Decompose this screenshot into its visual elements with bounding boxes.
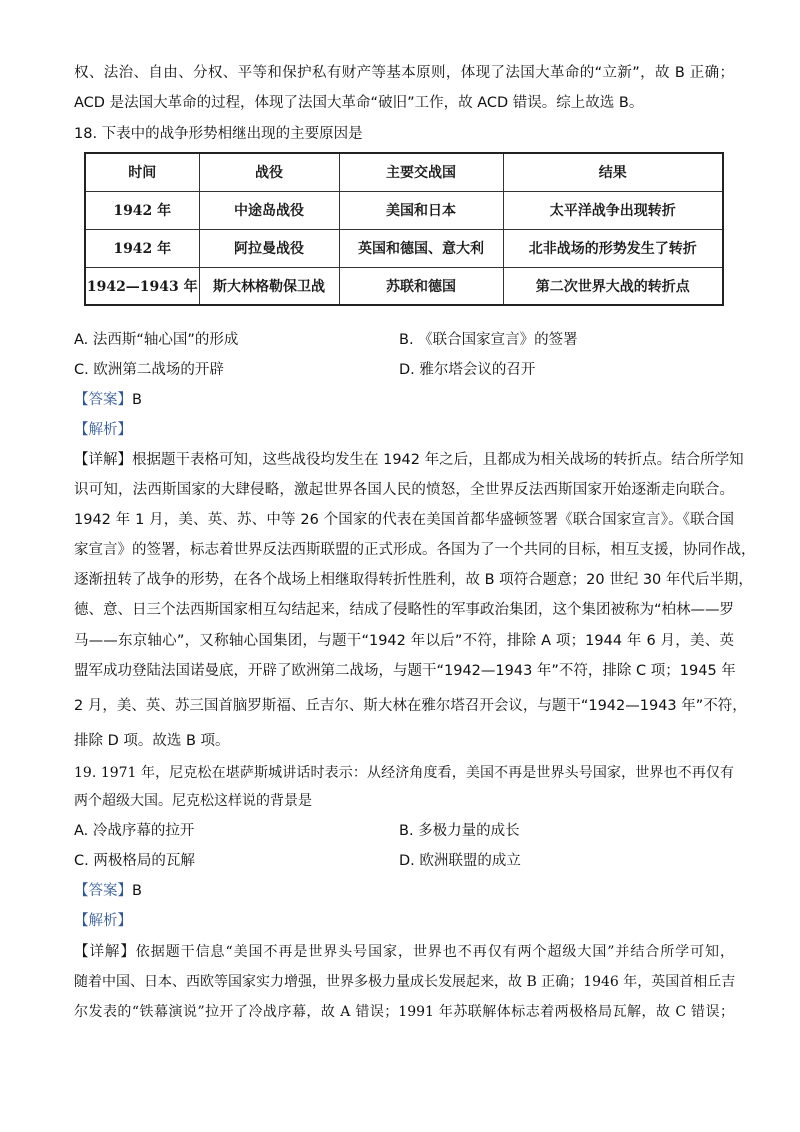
q18-detail-line: 1942 年 1 月，美、英、苏、中等 26 个国家的代表在美国首都华盛顿签署《联合国家宣言》。《联合国	[74, 512, 734, 528]
q19-stem-line: 两个超级大国。尼克松这样说的背景是	[74, 793, 312, 809]
detail-tag: 【详解】	[74, 944, 136, 960]
q19-stem-line: 19. 1971 年，尼克松在堪萨斯城讲话时表示：从经济角度看，美国不再是世界头号国家，世界也不再仅有	[74, 765, 734, 781]
table-cell-battle: 中途岛战役	[199, 191, 339, 229]
q18-stem: 18. 下表中的战争形势相继出现的主要原因是	[74, 126, 363, 142]
table-cell-result: 第二次世界大战的转折点	[503, 267, 723, 305]
answer-tag: 【答案】	[74, 392, 132, 408]
table-header-cell: 结果	[503, 153, 723, 191]
table-cell-time: 1942 年	[85, 229, 199, 267]
q18-option-a: A. 法西斯“轴心国”的形成	[74, 332, 239, 348]
detail-text: 依据题干信息“美国不再是世界头号国家，世界也不再仅有两个超级大国”并结合所学可知，	[135, 944, 735, 960]
table-header-cell: 战役	[199, 153, 339, 191]
table-cell-belligerents: 美国和日本	[339, 191, 503, 229]
q18-detail-line: 排除 D 项。故选 B 项。	[74, 733, 230, 749]
q19-detail-line: 随着中国、日本、西欧等国家实力增强，世界多极力量成长发展起来，故 B 正确；1946 年，英国首相丘吉	[74, 974, 736, 990]
table-cell-battle: 斯大林格勒保卫战	[199, 267, 339, 305]
table-header-cell: 主要交战国	[339, 153, 503, 191]
answer-value: B	[132, 883, 142, 899]
q18-detail-line: 2 月，美、英、苏三国首脑罗斯福、丘吉尔、斯大林在雅尔塔召开会议，与题干“1942—1943 年”不符，	[74, 698, 747, 714]
battle-table	[84, 152, 724, 306]
q18-option-b: B. 《联合国家宣言》的签署	[399, 332, 578, 348]
answer-tag: 【答案】	[74, 883, 132, 899]
q19-analysis-tag: 【解析】	[74, 913, 132, 929]
q18-analysis-tag: 【解析】	[74, 422, 132, 438]
q19-detail-line: 尔发表的“铁幕演说”拉开了冷战序幕，故 A 错误；1991 年苏联解体标志着两极格局瓦解，故 C 错误；	[74, 1004, 734, 1020]
answer-value: B	[132, 392, 142, 408]
q19-option-a: A. 冷战序幕的拉开	[74, 823, 195, 839]
table-cell-battle: 阿拉曼战役	[199, 229, 339, 267]
intro-line-1: 权、法治、自由、分权、平等和保护私有财产等基本原则，体现了法国大革命的“立新”，故 B 正确；	[74, 65, 734, 81]
detail-tag: 【详解】	[74, 452, 132, 468]
intro-line-2: ACD 是法国大革命的过程，体现了法国大革命“破旧”工作，故 ACD 错误。综上故选 B。	[74, 95, 644, 111]
q19-option-b: B. 多极力量的成长	[399, 823, 520, 839]
table-cell-result: 北非战场的形势发生了转折	[503, 229, 723, 267]
q18-detail-line: 识可知，法西斯国家的大肆侵略，激起世界各国人民的愤怒，全世界反法西斯国家开始逐渐走向联合。	[74, 482, 734, 498]
table-cell-belligerents: 苏联和德国	[339, 267, 503, 305]
table-header-cell: 时间	[85, 153, 199, 191]
q19-detail-line	[74, 942, 734, 962]
detail-text: 根据题干表格可知，这些战役均发生在 1942 年之后，且都成为相关战场的转折点。结合所学知	[132, 452, 744, 468]
q18-option-d: D. 雅尔塔会议的召开	[399, 362, 536, 378]
table-cell-result: 太平洋战争出现转折	[503, 191, 723, 229]
table-row	[85, 267, 723, 305]
table-row	[85, 191, 723, 229]
q18-detail-line: 马——东京轴心”，又称轴心国集团，与题干“1942 年以后”不符，排除 A 项；1944 年 6 月，美、英	[74, 633, 734, 649]
q18-detail-line: 盟军成功登陆法国诺曼底，开辟了欧洲第二战场，与题干“1942—1943 年”不符，排除 C 项；1945 年	[74, 663, 736, 679]
q19-answer	[74, 881, 734, 901]
table-cell-time: 1942—1943 年	[85, 267, 199, 305]
q18-detail-line	[74, 450, 744, 470]
q18-detail-line: 家宣言》的签署，标志着世界反法西斯联盟的正式形成。各国为了一个共同的目标，相互支援，协同作战，	[74, 542, 756, 558]
q18-detail-line: 德、意、日三个法西斯国家相互勾结起来，结成了侵略性的军事政治集团，这个集团被称为“柏林——罗	[74, 602, 735, 618]
table-header-row	[85, 153, 723, 191]
q19-option-d: D. 欧洲联盟的成立	[399, 853, 521, 869]
q18-option-c: C. 欧洲第二战场的开辟	[74, 362, 224, 378]
table-row	[85, 229, 723, 267]
q18-detail-line: 逐渐扭转了战争的形势，在各个战场上相继取得转折性胜利，故 B 项符合题意；20 世纪 30 年代后半期，	[74, 572, 753, 588]
table-cell-belligerents: 英国和德国、意大利	[339, 229, 503, 267]
q18-answer	[74, 390, 734, 410]
q19-option-c: C. 两极格局的瓦解	[74, 853, 195, 869]
table-cell-time: 1942 年	[85, 191, 199, 229]
